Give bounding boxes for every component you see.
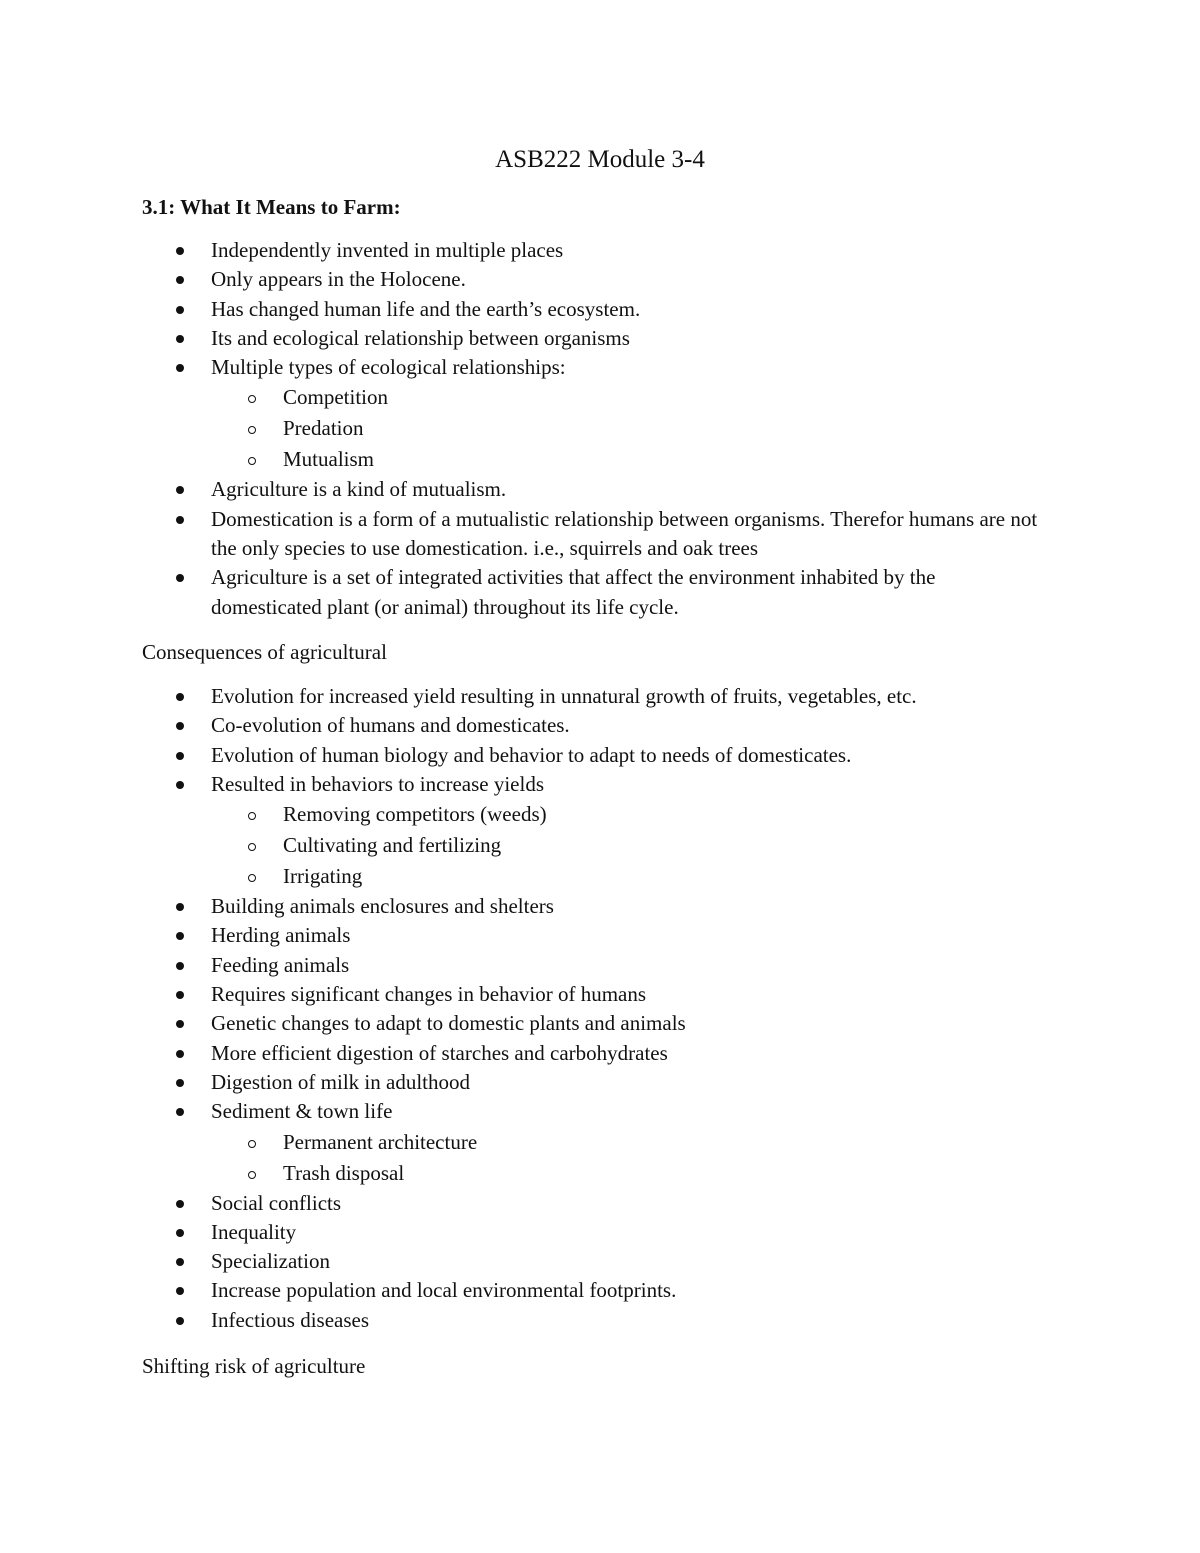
section-heading-consequences: Consequences of agricultural [142, 640, 387, 664]
section-heading-what-it-means-to-farm: 3.1: What It Means to Farm: [142, 195, 401, 219]
list-item: More efficient digestion of starches and carbohydrates [0, 1039, 1200, 1068]
list-item: Building animals enclosures and shelters [0, 892, 1200, 921]
sub-list-item: Trash disposal [0, 1158, 1040, 1189]
section-heading-shifting-risk: Shifting risk of agriculture [142, 1354, 366, 1378]
sub-list-item: Cultivating and fertilizing [0, 830, 1040, 861]
farming-bullet-list [0, 236, 1200, 622]
sub-list-item: Permanent architecture [0, 1127, 1040, 1158]
sub-list-item: Irrigating [0, 861, 1040, 892]
list-item: Inequality [0, 1218, 1200, 1247]
list-item: Co-evolution of humans and domesticates. [0, 711, 1200, 740]
list-item: Specialization [0, 1247, 1200, 1276]
list-item: Social conflicts [0, 1189, 1200, 1218]
list-item: Agriculture is a kind of mutualism. [0, 475, 1200, 504]
list-item-text: Multiple types of ecological relationships: [211, 355, 566, 380]
list-item: Has changed human life and the earth’s ecosystem. [0, 295, 1200, 324]
list-item: Only appears in the Holocene. [0, 265, 1200, 294]
list-item: Herding animals [0, 921, 1200, 950]
yield-behaviors-sublist [211, 799, 1040, 892]
list-item-text: Resulted in behaviors to increase yields [211, 771, 544, 796]
consequences-bullet-list [0, 682, 1200, 1335]
list-item: Feeding animals [0, 951, 1200, 980]
list-item: Agriculture is a set of integrated activities that affect the environment inhabited by the domesticated plant (or animal) throughout its life cycle. [0, 563, 1200, 622]
list-item: Digestion of milk in adulthood [0, 1068, 1200, 1097]
list-item-text: Sediment & town life [211, 1099, 393, 1124]
sub-list-item: Mutualism [0, 444, 1040, 475]
list-item: Evolution of human biology and behavior to adapt to needs of domesticates. [0, 741, 1200, 770]
list-item: Genetic changes to adapt to domestic plants and animals [0, 1009, 1200, 1038]
list-item-town-life [0, 1097, 1200, 1188]
sub-list-item: Competition [0, 382, 1040, 413]
town-life-sublist [211, 1127, 1040, 1189]
list-item: Infectious diseases [0, 1306, 1200, 1335]
ecological-relationships-sublist [211, 382, 1040, 475]
list-item-increase-yields [0, 770, 1200, 892]
list-item: Domestication is a form of a mutualistic relationship between organisms. Therefor humans are not the only species to use domestication. i.e., squirrels and oak trees [0, 505, 1200, 564]
list-item: Independently invented in multiple places [0, 236, 1200, 265]
list-item: Evolution for increased yield resulting in unnatural growth of fruits, vegetables, etc. [0, 682, 1200, 711]
list-item: Requires significant changes in behavior of humans [0, 980, 1200, 1009]
document-title: ASB222 Module 3-4 [495, 146, 705, 173]
list-item: Increase population and local environmental footprints. [0, 1276, 1200, 1305]
list-item-ecological-relationships [0, 353, 1200, 475]
sub-list-item: Removing competitors (weeds) [0, 799, 1040, 830]
list-item: Its and ecological relationship between organisms [0, 324, 1200, 353]
sub-list-item: Predation [0, 413, 1040, 444]
